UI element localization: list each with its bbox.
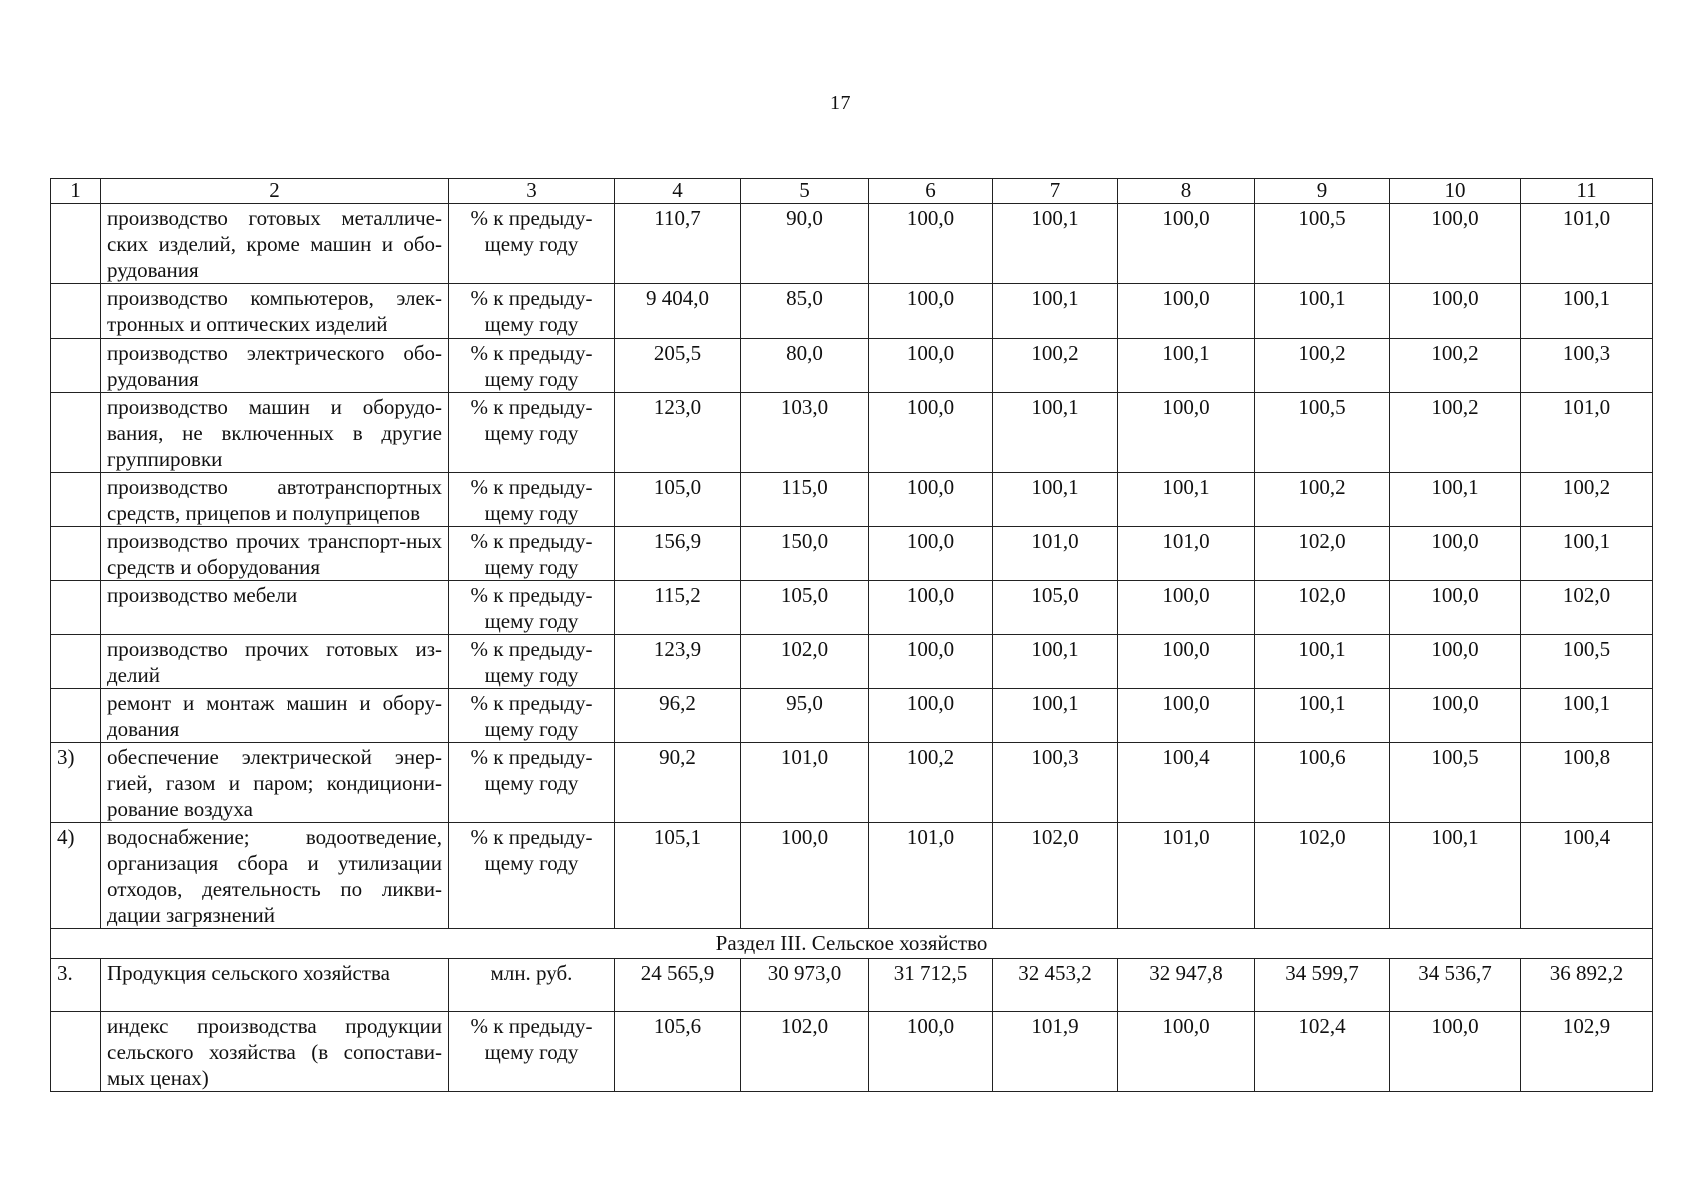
row-number xyxy=(51,473,101,527)
value-cell: 100,4 xyxy=(1118,743,1255,823)
value-cell: 102,4 xyxy=(1255,1012,1390,1092)
indicator-name: ремонт и монтаж машин и обору-дования xyxy=(101,689,449,743)
value-cell: 101,9 xyxy=(993,1012,1118,1092)
value-cell: 100,0 xyxy=(1390,635,1521,689)
table-row xyxy=(51,959,1653,1012)
row-number: 3) xyxy=(51,743,101,823)
value-cell: 102,0 xyxy=(993,823,1118,929)
row-number: 4) xyxy=(51,823,101,929)
value-cell: 100,0 xyxy=(1118,204,1255,284)
value-cell: 34 536,7 xyxy=(1390,959,1521,1012)
value-cell: 100,1 xyxy=(993,635,1118,689)
column-number-row xyxy=(51,179,1653,204)
value-cell: 102,0 xyxy=(741,635,869,689)
value-cell: 100,0 xyxy=(1390,581,1521,635)
value-cell: 100,0 xyxy=(1118,581,1255,635)
value-cell: 100,0 xyxy=(1390,1012,1521,1092)
table-row xyxy=(51,204,1653,284)
indicator-name: обеспечение электрической энер-гией, газом и паром; кондициони-рование воздуха xyxy=(101,743,449,823)
row-number xyxy=(51,527,101,581)
value-cell: 9 404,0 xyxy=(615,284,741,339)
indicator-name: производство электрического обо-рудования xyxy=(101,339,449,393)
value-cell: 100,2 xyxy=(1390,393,1521,473)
column-number: 1 xyxy=(51,179,101,204)
table-row xyxy=(51,823,1653,929)
value-cell: 96,2 xyxy=(615,689,741,743)
value-cell: 100,1 xyxy=(1118,339,1255,393)
value-cell: 100,0 xyxy=(869,339,993,393)
value-cell: 100,1 xyxy=(1521,527,1653,581)
table-row xyxy=(51,393,1653,473)
indicator-name: производство компьютеров, элек-тронных и оптических изделий xyxy=(101,284,449,339)
value-cell: 123,0 xyxy=(615,393,741,473)
value-cell: 100,0 xyxy=(1390,689,1521,743)
value-cell: 123,9 xyxy=(615,635,741,689)
value-cell: 100,5 xyxy=(1255,204,1390,284)
unit-cell: % к предыду-щему году xyxy=(449,823,615,929)
value-cell: 100,1 xyxy=(1521,689,1653,743)
value-cell: 90,0 xyxy=(741,204,869,284)
unit-cell: % к предыду-щему году xyxy=(449,339,615,393)
indicator-name: производство мебели xyxy=(101,581,449,635)
value-cell: 36 892,2 xyxy=(1521,959,1653,1012)
value-cell: 100,0 xyxy=(869,204,993,284)
value-cell: 100,0 xyxy=(1118,284,1255,339)
value-cell: 101,0 xyxy=(741,743,869,823)
value-cell: 101,0 xyxy=(1521,204,1653,284)
row-number xyxy=(51,1012,101,1092)
value-cell: 101,0 xyxy=(1118,527,1255,581)
value-cell: 156,9 xyxy=(615,527,741,581)
column-number: 3 xyxy=(449,179,615,204)
value-cell: 105,6 xyxy=(615,1012,741,1092)
value-cell: 100,1 xyxy=(1255,689,1390,743)
value-cell: 100,6 xyxy=(1255,743,1390,823)
value-cell: 100,0 xyxy=(869,581,993,635)
table-row xyxy=(51,339,1653,393)
value-cell: 100,1 xyxy=(1521,284,1653,339)
value-cell: 102,0 xyxy=(741,1012,869,1092)
column-number: 6 xyxy=(869,179,993,204)
unit-cell: млн. руб. xyxy=(449,959,615,1012)
value-cell: 105,0 xyxy=(993,581,1118,635)
unit-cell: % к предыду-щему году xyxy=(449,1012,615,1092)
row-number xyxy=(51,339,101,393)
value-cell: 100,0 xyxy=(869,284,993,339)
value-cell: 100,0 xyxy=(1390,204,1521,284)
value-cell: 115,2 xyxy=(615,581,741,635)
value-cell: 105,0 xyxy=(615,473,741,527)
value-cell: 103,0 xyxy=(741,393,869,473)
value-cell: 95,0 xyxy=(741,689,869,743)
value-cell: 100,0 xyxy=(869,1012,993,1092)
row-number xyxy=(51,204,101,284)
table-row xyxy=(51,581,1653,635)
value-cell: 100,0 xyxy=(869,527,993,581)
value-cell: 101,0 xyxy=(1118,823,1255,929)
page-number: 17 xyxy=(830,92,851,114)
value-cell: 100,0 xyxy=(869,473,993,527)
value-cell: 24 565,9 xyxy=(615,959,741,1012)
indicator-name: производство автотранспортных средств, прицепов и полуприцепов xyxy=(101,473,449,527)
row-number: 3. xyxy=(51,959,101,1012)
value-cell: 100,0 xyxy=(869,393,993,473)
table-row xyxy=(51,527,1653,581)
column-number: 10 xyxy=(1390,179,1521,204)
unit-cell: % к предыду-щему году xyxy=(449,581,615,635)
value-cell: 31 712,5 xyxy=(869,959,993,1012)
unit-cell: % к предыду-щему году xyxy=(449,393,615,473)
value-cell: 100,2 xyxy=(993,339,1118,393)
value-cell: 101,0 xyxy=(869,823,993,929)
value-cell: 100,1 xyxy=(1390,823,1521,929)
table-row xyxy=(51,1012,1653,1092)
row-number xyxy=(51,581,101,635)
value-cell: 101,0 xyxy=(1521,393,1653,473)
data-table xyxy=(50,178,1653,1092)
table-row xyxy=(51,284,1653,339)
value-cell: 100,1 xyxy=(993,393,1118,473)
value-cell: 115,0 xyxy=(741,473,869,527)
value-cell: 100,1 xyxy=(1118,473,1255,527)
value-cell: 85,0 xyxy=(741,284,869,339)
column-number: 4 xyxy=(615,179,741,204)
value-cell: 102,0 xyxy=(1255,823,1390,929)
row-number xyxy=(51,635,101,689)
indicator-name: индекс производства продукции сельского хозяйства (в сопостави-мых ценах) xyxy=(101,1012,449,1092)
table-row xyxy=(51,689,1653,743)
value-cell: 100,2 xyxy=(1521,473,1653,527)
value-cell: 100,0 xyxy=(1390,284,1521,339)
value-cell: 205,5 xyxy=(615,339,741,393)
column-number: 2 xyxy=(101,179,449,204)
column-number: 5 xyxy=(741,179,869,204)
unit-cell: % к предыду-щему году xyxy=(449,743,615,823)
unit-cell: % к предыду-щему году xyxy=(449,284,615,339)
value-cell: 90,2 xyxy=(615,743,741,823)
value-cell: 100,1 xyxy=(993,284,1118,339)
value-cell: 100,5 xyxy=(1255,393,1390,473)
section-row xyxy=(51,929,1653,959)
value-cell: 32 453,2 xyxy=(993,959,1118,1012)
value-cell: 102,9 xyxy=(1521,1012,1653,1092)
value-cell: 100,0 xyxy=(1390,527,1521,581)
column-number: 11 xyxy=(1521,179,1653,204)
unit-cell: % к предыду-щему году xyxy=(449,204,615,284)
column-number: 8 xyxy=(1118,179,1255,204)
value-cell: 100,1 xyxy=(993,689,1118,743)
value-cell: 101,0 xyxy=(993,527,1118,581)
column-number: 7 xyxy=(993,179,1118,204)
value-cell: 100,0 xyxy=(1118,689,1255,743)
value-cell: 80,0 xyxy=(741,339,869,393)
indicator-name: водоснабжение; водоотведение, организация сбора и утилизации отходов, деятельность по ликви-дации загрязнений xyxy=(101,823,449,929)
unit-cell: % к предыду-щему году xyxy=(449,527,615,581)
value-cell: 100,0 xyxy=(1118,393,1255,473)
value-cell: 100,1 xyxy=(1390,473,1521,527)
value-cell: 105,1 xyxy=(615,823,741,929)
unit-cell: % к предыду-щему году xyxy=(449,473,615,527)
value-cell: 100,0 xyxy=(1118,635,1255,689)
column-number: 9 xyxy=(1255,179,1390,204)
unit-cell: % к предыду-щему году xyxy=(449,689,615,743)
unit-cell: % к предыду-щему году xyxy=(449,635,615,689)
value-cell: 100,8 xyxy=(1521,743,1653,823)
indicator-name: производство готовых металличе-ских изделий, кроме машин и обо-рудования xyxy=(101,204,449,284)
indicator-name: производство машин и оборудо-вания, не включенных в другие группировки xyxy=(101,393,449,473)
indicator-name: производство прочих готовых из-делий xyxy=(101,635,449,689)
section-title: Раздел III. Сельское хозяйство xyxy=(51,929,1653,959)
value-cell: 100,3 xyxy=(1521,339,1653,393)
value-cell: 100,1 xyxy=(1255,284,1390,339)
value-cell: 110,7 xyxy=(615,204,741,284)
value-cell: 100,0 xyxy=(869,635,993,689)
value-cell: 100,0 xyxy=(741,823,869,929)
value-cell: 34 599,7 xyxy=(1255,959,1390,1012)
value-cell: 105,0 xyxy=(741,581,869,635)
value-cell: 100,2 xyxy=(1390,339,1521,393)
table-row xyxy=(51,743,1653,823)
value-cell: 32 947,8 xyxy=(1118,959,1255,1012)
value-cell: 100,2 xyxy=(1255,473,1390,527)
value-cell: 100,5 xyxy=(1390,743,1521,823)
value-cell: 100,2 xyxy=(1255,339,1390,393)
value-cell: 100,5 xyxy=(1521,635,1653,689)
indicator-name: производство прочих транспорт-ных средств и оборудования xyxy=(101,527,449,581)
value-cell: 150,0 xyxy=(741,527,869,581)
value-cell: 102,0 xyxy=(1255,527,1390,581)
row-number xyxy=(51,393,101,473)
value-cell: 100,3 xyxy=(993,743,1118,823)
value-cell: 100,0 xyxy=(1118,1012,1255,1092)
table-row xyxy=(51,635,1653,689)
row-number xyxy=(51,284,101,339)
value-cell: 30 973,0 xyxy=(741,959,869,1012)
value-cell: 100,1 xyxy=(993,204,1118,284)
value-cell: 100,2 xyxy=(869,743,993,823)
row-number xyxy=(51,689,101,743)
value-cell: 100,0 xyxy=(869,689,993,743)
table-row xyxy=(51,473,1653,527)
value-cell: 100,1 xyxy=(993,473,1118,527)
value-cell: 100,4 xyxy=(1521,823,1653,929)
indicator-name: Продукция сельского хозяйства xyxy=(101,959,449,1012)
value-cell: 102,0 xyxy=(1521,581,1653,635)
value-cell: 102,0 xyxy=(1255,581,1390,635)
value-cell: 100,1 xyxy=(1255,635,1390,689)
